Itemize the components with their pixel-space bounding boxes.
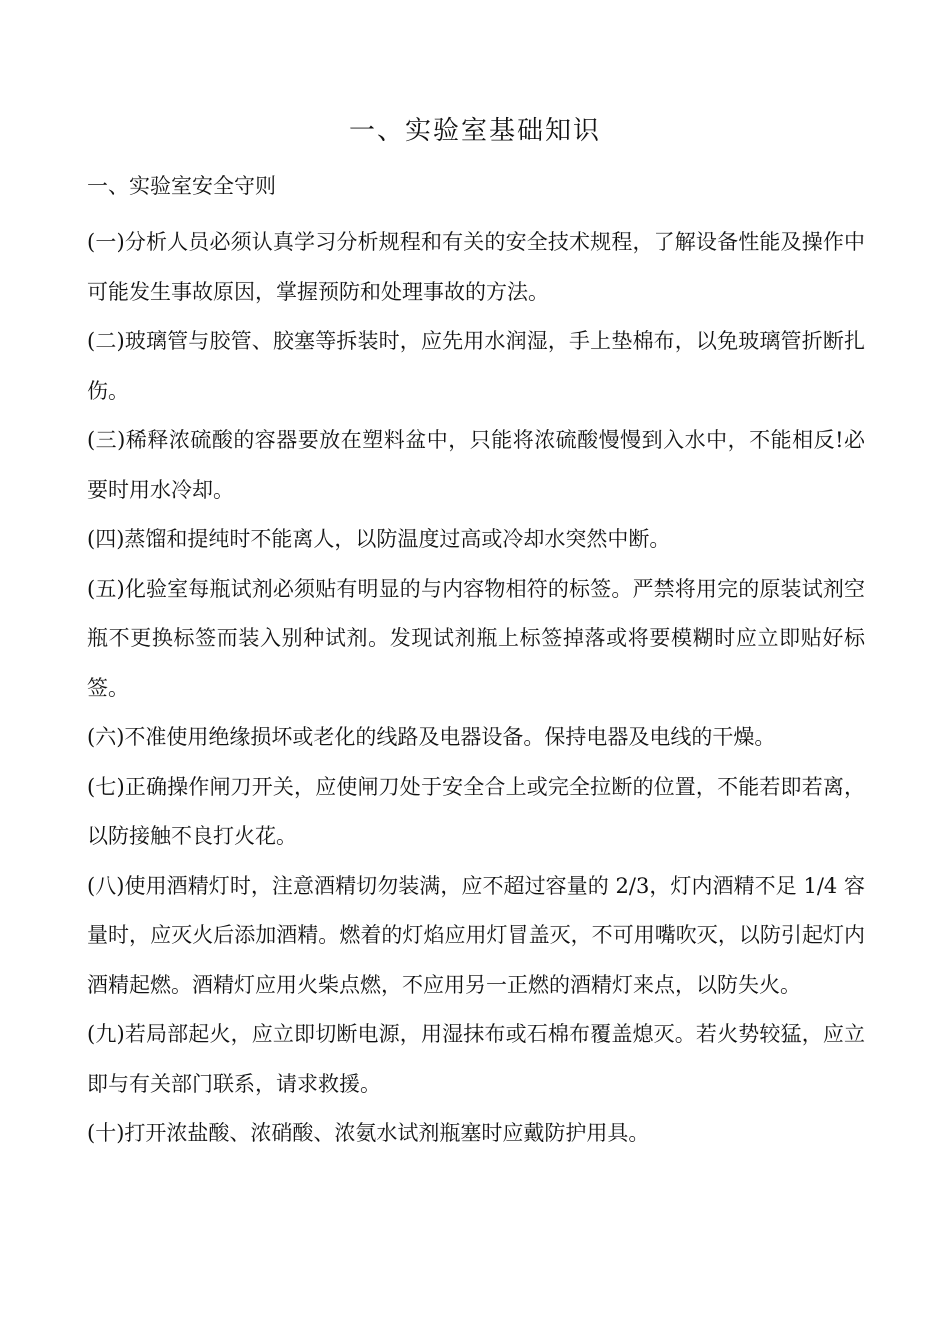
rule-paragraph-5: (五)化验室每瓶试剂必须贴有明显的与内容物相符的标签。严禁将用完的原装试剂空瓶不更换标签而装入别种试剂。发现试剂瓶上标签掉落或将要模糊时应立即贴好标签。 — [87, 576, 865, 700]
rule-paragraph-6: (六)不准使用绝缘损坏或老化的线路及电器设备。保持电器及电线的干燥。 — [87, 725, 776, 749]
rule-paragraph-7: (七)正确操作闸刀开关，应使闸刀处于安全合上或完全拉断的位置，不能若即若离，以防接触不良打火花。 — [87, 774, 865, 848]
section-heading: 一、实验室安全守则 — [87, 174, 276, 198]
rule-paragraph-1: (一)分析人员必须认真学习分析规程和有关的安全技术规程，了解设备性能及操作中可能发生事故原因，掌握预防和处理事故的方法。 — [87, 230, 865, 304]
document-body — [87, 218, 865, 1159]
rule-paragraph-4: (四)蒸馏和提纯时不能离人，以防温度过高或冷却水突然中断。 — [87, 527, 671, 551]
rule-paragraph-8: (八)使用酒精灯时，注意酒精切勿装满，应不超过容量的 2/3，灯内酒精不足 1/4 容量时，应灭火后添加酒精。燃着的灯焰应用灯冒盖灭，不可用嘴吹灭，以防引起灯内酒精起燃。酒精灯应用火柴点燃，不应用另一正燃的酒精灯来点，以防失火。 — [87, 873, 865, 997]
rule-paragraph-10: (十)打开浓盐酸、浓硝酸、浓氨水试剂瓶塞时应戴防护用具。 — [87, 1121, 650, 1145]
rule-paragraph-9: (九)若局部起火，应立即切断电源，用湿抹布或石棉布覆盖熄灭。若火势较猛，应立即与有关部门联系，请求救援。 — [87, 1022, 865, 1096]
rule-paragraph-3: (三)稀释浓硫酸的容器要放在塑料盆中，只能将浓硫酸慢慢到入水中，不能相反!必要时用水冷却。 — [87, 428, 865, 502]
rule-paragraph-2: (二)玻璃管与胶管、胶塞等拆装时，应先用水润湿，手上垫棉布，以免玻璃管折断扎伤。 — [87, 329, 865, 403]
page-title: 一、实验室基础知识 — [348, 116, 601, 146]
